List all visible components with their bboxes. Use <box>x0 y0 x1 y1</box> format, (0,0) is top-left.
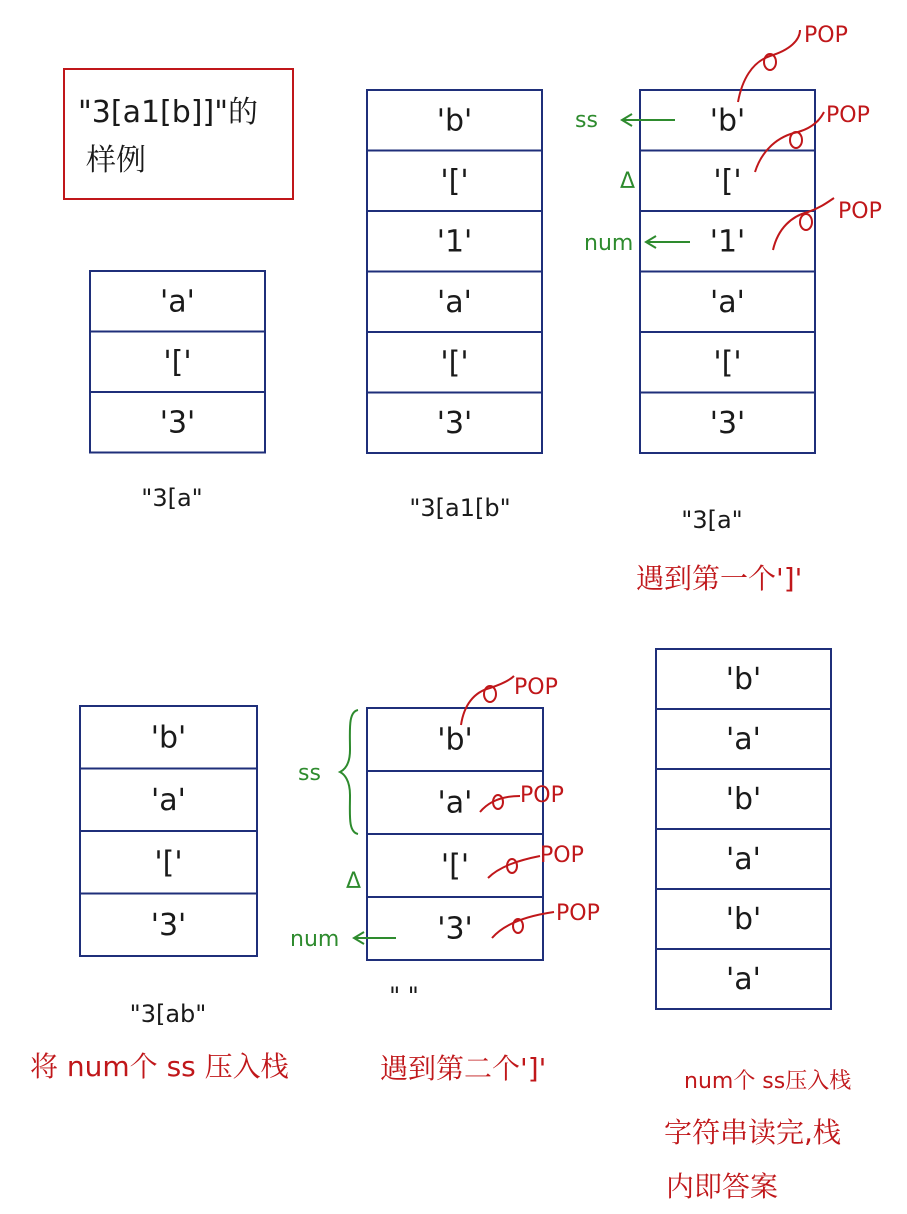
stack-cell-label: 'a' <box>726 962 761 997</box>
pop-label: POP <box>540 843 584 868</box>
stack-cell-label: 'b' <box>150 720 187 756</box>
pop-label: POP <box>514 675 558 700</box>
stack-cell-label: '[' <box>713 345 742 381</box>
pop-label: POP <box>804 23 848 48</box>
title-box <box>64 69 293 199</box>
title-line-2: 样例 <box>86 143 146 178</box>
num-label: num <box>290 927 340 952</box>
stacks-layer <box>30 90 831 1085</box>
stack-cell-label: 'a' <box>710 284 745 320</box>
stack-cell-label: '[' <box>713 163 742 199</box>
stack-cell-label: 'b' <box>725 902 762 937</box>
stack-cell-label: 'b' <box>436 103 473 139</box>
stack-cell-label: '[' <box>440 163 469 199</box>
final-note <box>664 1069 851 1203</box>
pop-label: POP <box>838 199 882 224</box>
final-note-line-2: 字符串读完,栈 <box>664 1116 841 1149</box>
stack-cell-label: '3' <box>709 405 746 441</box>
ss-label: ss <box>575 108 598 133</box>
delta-mark: Δ <box>620 169 636 194</box>
stack-cell-label: 'b' <box>437 722 473 758</box>
stack-s3 <box>636 90 815 595</box>
pop-label: POP <box>556 901 600 926</box>
stack-cell-label: '1' <box>709 224 746 260</box>
title-line-1: "3[a1[b]]"的 <box>78 95 259 130</box>
final-note-line-3: 内即答案 <box>666 1170 779 1203</box>
stack-caption: " " <box>389 982 419 1010</box>
stack-cell-label: 'a' <box>726 842 761 877</box>
stack-note: 遇到第二个']' <box>380 1052 547 1085</box>
stack-cell-label: 'a' <box>160 284 195 320</box>
stack-cell-label: 'a' <box>726 722 761 757</box>
stack-cell-label: '3' <box>436 405 473 441</box>
pop-label: POP <box>826 103 870 128</box>
stack-cell-label: 'b' <box>725 662 762 697</box>
stack-s4 <box>30 706 289 1083</box>
stack-cell-label: 'a' <box>151 782 186 818</box>
stack-cell-label: '3' <box>159 405 196 441</box>
stack-note: 将 num个 ss 压入栈 <box>30 1050 289 1083</box>
stack-cell-label: 'a' <box>437 785 473 821</box>
num-label: num <box>584 231 634 256</box>
stack3-annotations <box>575 23 882 256</box>
ss-label: ss <box>298 761 321 786</box>
final-note-line-1: num个 ss压入栈 <box>684 1069 852 1094</box>
stack-cell-label: 'b' <box>725 782 762 817</box>
stack-cell-label: '[' <box>440 848 470 884</box>
stack-s2 <box>367 90 542 522</box>
stack-s5 <box>367 708 546 1085</box>
stack-cell-label: '3' <box>150 907 187 943</box>
stack-s1 <box>90 271 265 512</box>
delta-mark: Δ <box>346 869 362 894</box>
pop-label: POP <box>520 783 564 808</box>
stack-cell-label: '3' <box>437 911 473 947</box>
stack-note: 遇到第一个']' <box>636 562 803 595</box>
stack-s6 <box>656 649 831 1009</box>
stack-cell-label: '[' <box>163 344 192 380</box>
stack-cell-label: '[' <box>440 345 469 381</box>
stack-caption: "3[a" <box>681 506 743 534</box>
stack-cell-label: 'b' <box>709 103 746 139</box>
stack-cell-label: '1' <box>436 224 473 260</box>
stack-caption: "3[a" <box>141 484 203 512</box>
stack-caption: "3[ab" <box>129 1000 207 1028</box>
stack-cell-label: '[' <box>154 845 183 881</box>
stack-cell-label: 'a' <box>437 284 472 320</box>
stack-caption: "3[a1[b" <box>409 494 511 522</box>
